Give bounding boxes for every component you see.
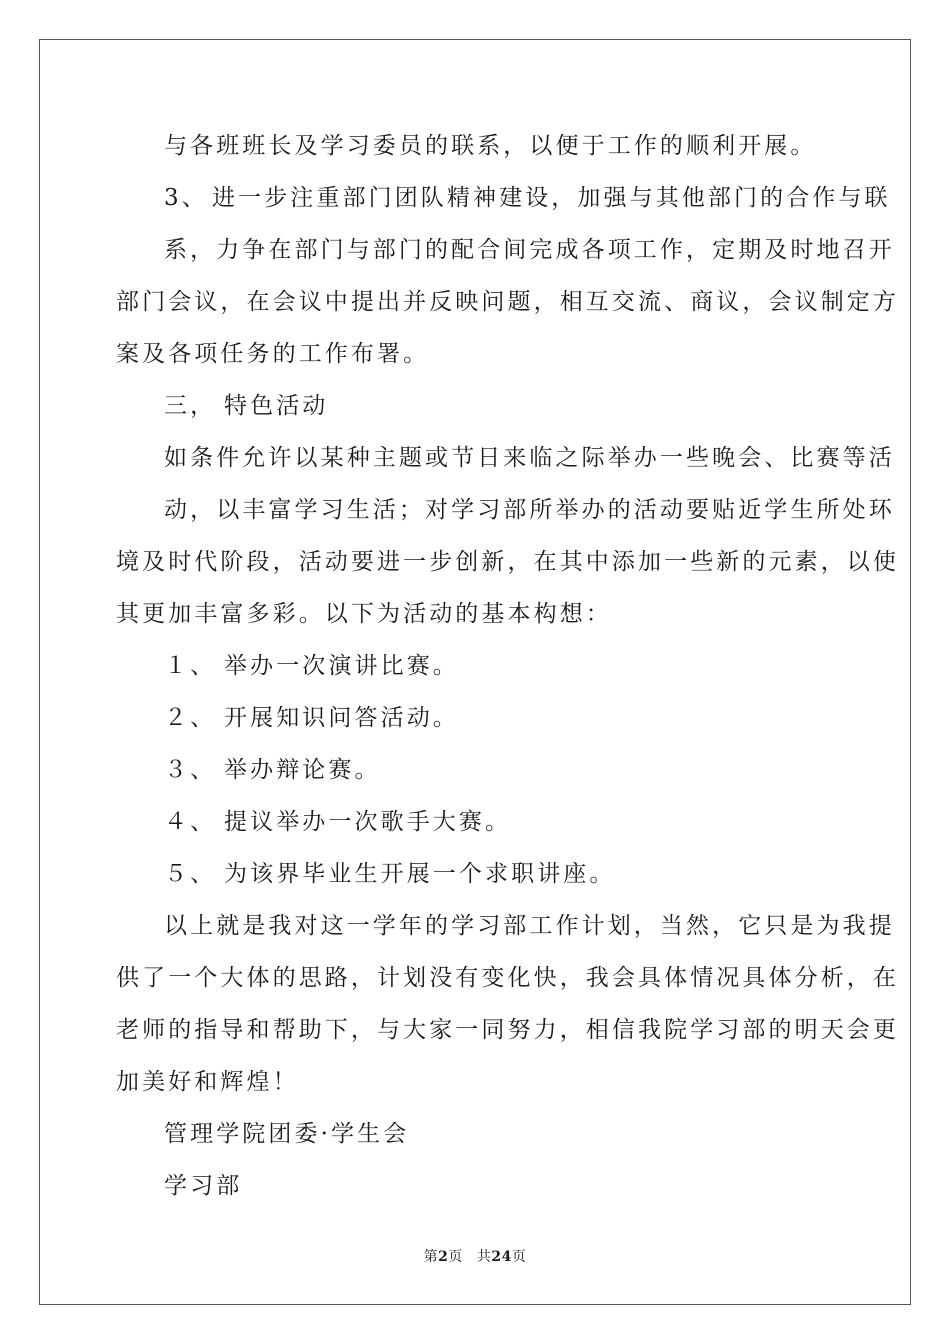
- list-item: [116, 796, 836, 848]
- page-footer: [0, 1245, 950, 1269]
- list-text: 举办一次演讲比赛。: [224, 653, 459, 679]
- paragraph-line: 进一步注重部门团队精神建设，加强与其他部门的合作与联: [212, 185, 891, 211]
- list-text: 为该界毕业生开展一个求职讲座。: [224, 861, 616, 887]
- paragraph-line: 如条件允许以某种主题或节日来临之际举办一些晚会、比赛等活: [164, 445, 895, 471]
- list-number: １、: [164, 653, 217, 679]
- paragraph-line: 以上就是我对这一学年的学习部工作计划，当然，它只是为我提: [164, 913, 895, 939]
- paragraph-line: 其更加丰富多彩。以下为活动的基本构想：: [116, 601, 612, 627]
- paragraph-line: 动，以丰富学习生活；对学习部所举办的活动要贴近学生所处环: [164, 497, 895, 523]
- paragraph-line: 与各班班长及学习委员的联系，以便于工作的顺利开展。: [164, 133, 817, 159]
- paragraph-line: 系，力争在部门与部门的配合间完成各项工作，定期及时地召开: [164, 237, 895, 263]
- total-pages: 24: [491, 1249, 512, 1265]
- page-prefix: 第: [423, 1249, 439, 1265]
- list-item-3: [116, 172, 891, 224]
- list-item: [116, 692, 836, 744]
- list-text: 举办辩论赛。: [224, 757, 381, 783]
- list-number: ４、: [164, 809, 217, 835]
- paragraph-line: 案及各项任务的工作布署。: [116, 341, 430, 367]
- page-suffix: 页: [448, 1249, 463, 1265]
- paragraph-line: 供了一个大体的思路，计划没有变化快，我会具体情况具体分析，在: [116, 965, 899, 991]
- paragraph-line: 加美好和辉煌！: [116, 1069, 299, 1095]
- total-prefix: 共: [476, 1249, 492, 1265]
- list-number: ２、: [164, 705, 217, 731]
- signature-department: 学习部: [164, 1173, 243, 1199]
- section-heading: [116, 380, 836, 432]
- list-text: 开展知识问答活动。: [224, 705, 459, 731]
- list-number: 3、: [164, 185, 208, 211]
- paragraph-line: 部门会议，在会议中提出并反映问题，相互交流、商议，会议制定方: [116, 289, 899, 315]
- paragraph-line: 境及时代阶段，活动要进一步创新，在其中添加一些新的元素，以使: [116, 549, 899, 575]
- list-item: [116, 744, 836, 796]
- paragraph-line: 老师的指导和帮助下，与大家一同努力，相信我院学习部的明天会更: [116, 1017, 899, 1043]
- list-item: [116, 848, 836, 900]
- document-body: [116, 120, 899, 1212]
- total-suffix: 页: [511, 1249, 527, 1265]
- list-number: ５、: [164, 861, 217, 887]
- list-item: [116, 640, 836, 692]
- list-text: 提议举办一次歌手大赛。: [224, 809, 512, 835]
- page-number: 2: [438, 1249, 449, 1265]
- section-title: 特色活动: [224, 393, 329, 419]
- section-number: 三，: [164, 393, 217, 419]
- list-number: ３、: [164, 757, 217, 783]
- signature-organization: 管理学院团委·学生会: [164, 1121, 410, 1147]
